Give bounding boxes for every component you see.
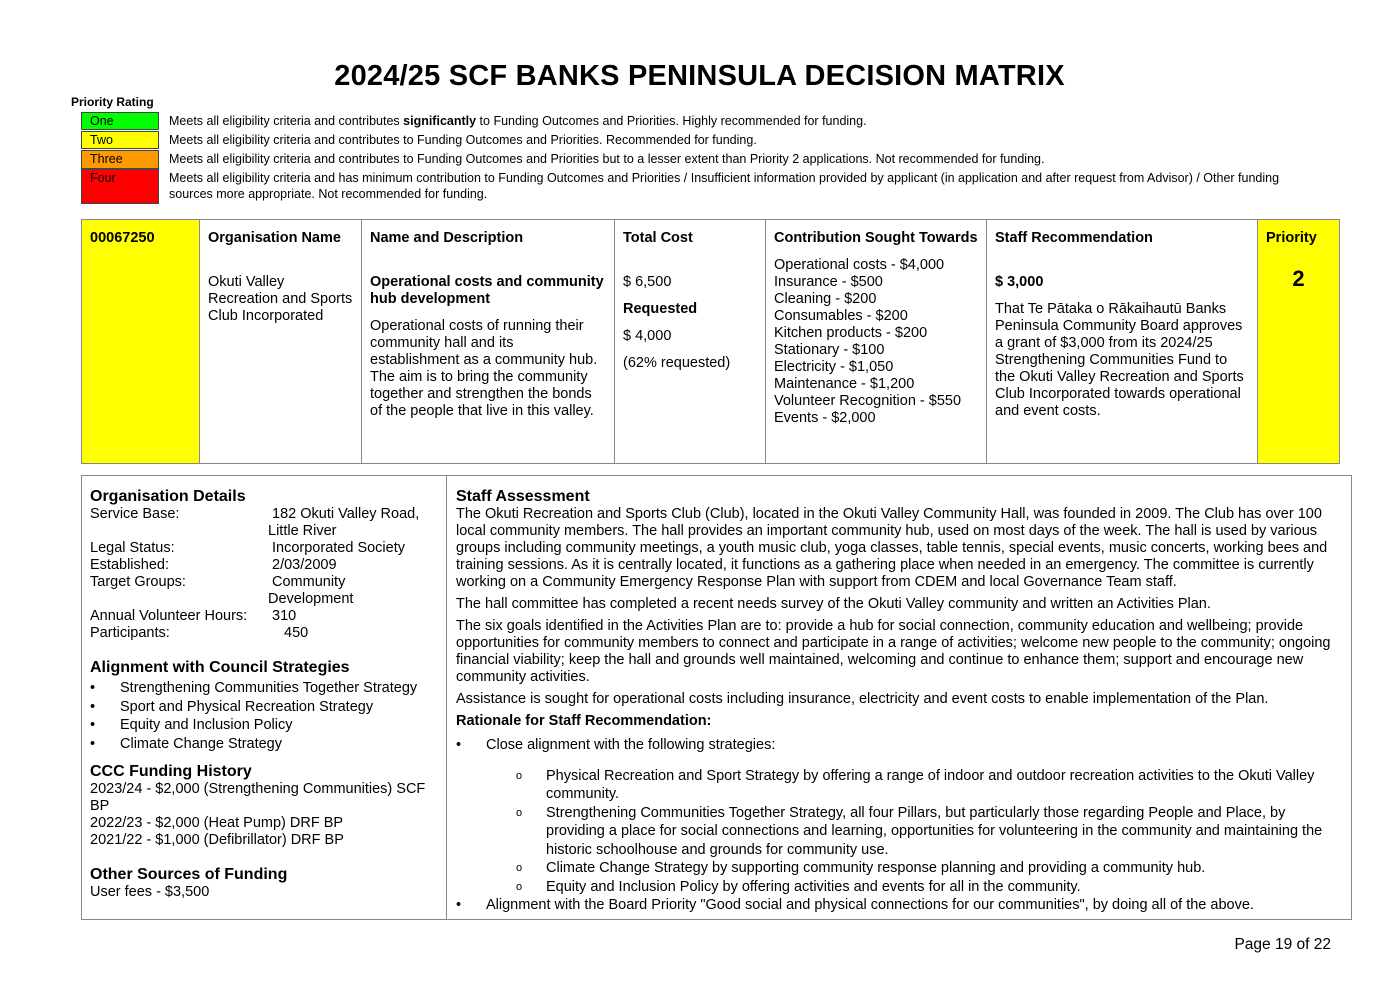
organisation-name-header: Organisation Name bbox=[208, 230, 341, 246]
established-row bbox=[90, 557, 438, 574]
alignment-item: • Equity and Inclusion Policy bbox=[90, 716, 438, 735]
priority-swatch-three: Three bbox=[81, 150, 159, 169]
contribution-item: Kitchen products - $200 bbox=[774, 325, 928, 341]
participants-label: Participants: bbox=[90, 625, 170, 641]
established-label: Established: bbox=[90, 557, 169, 573]
service-base-value bbox=[268, 506, 438, 540]
contribution-item: Insurance - $500 bbox=[774, 274, 883, 290]
volunteer-hours-value: 310 bbox=[272, 608, 297, 624]
priority-header: Priority bbox=[1266, 230, 1317, 246]
contribution-item: Events - $2,000 bbox=[774, 410, 876, 426]
priority-swatch-one: One bbox=[81, 112, 159, 130]
document-title: 2024/25 SCF BANKS PENINSULA DECISION MATRIX bbox=[334, 60, 1065, 92]
details-panel bbox=[81, 475, 1352, 920]
staff-recommendation-cell bbox=[987, 220, 1258, 464]
staff-assessment-heading: Staff Assessment bbox=[456, 488, 590, 505]
contribution-cell bbox=[766, 220, 987, 464]
priority-swatch-two: Two bbox=[81, 131, 159, 149]
assessment-paragraph: The hall committee has completed a recent needs survey of the Okuti Valley community and written an Activities Plan. bbox=[456, 596, 1211, 612]
rationale-bullet bbox=[456, 736, 1343, 896]
target-groups-row bbox=[90, 574, 438, 608]
name-description-header: Name and Description bbox=[370, 230, 524, 246]
contribution-item: Cleaning - $200 bbox=[774, 291, 877, 307]
target-groups-value bbox=[268, 574, 438, 608]
total-cost-cell bbox=[615, 220, 766, 464]
target-groups-label: Target Groups: bbox=[90, 574, 186, 590]
priority-desc-one: Meets all eligibility criteria and contributes significantly to Funding Outcomes and Priorities. Highly recommended for funding. bbox=[169, 114, 867, 128]
project-title: Operational costs and community hub development bbox=[370, 274, 604, 307]
rationale-bullet-text: Close alignment with the following strategies: bbox=[486, 737, 776, 753]
contribution-item: Volunteer Recognition - $550 bbox=[774, 393, 962, 409]
legal-status-label: Legal Status: bbox=[90, 540, 175, 556]
target-groups-line1: Community bbox=[272, 574, 346, 590]
rationale-bullet: • Alignment with the Board Priority "Good social and physical connections for our communities", by doing all of the above. bbox=[456, 896, 1343, 915]
service-base-row bbox=[90, 506, 438, 540]
volunteer-hours-label: Annual Volunteer Hours: bbox=[90, 608, 248, 624]
funding-history-item: 2023/24 - $2,000 (Strengthening Communities) SCF BP bbox=[90, 781, 426, 814]
priority-cell bbox=[1258, 220, 1340, 464]
rationale-heading: Rationale for Staff Recommendation: bbox=[456, 713, 712, 729]
requested-amount: $ 4,000 bbox=[623, 328, 672, 344]
contribution-header: Contribution Sought Towards bbox=[774, 230, 978, 246]
organisation-details-heading: Organisation Details bbox=[90, 488, 246, 505]
participants-value: 450 bbox=[284, 625, 309, 641]
rationale-list bbox=[456, 736, 1343, 915]
assessment-paragraph: Assistance is sought for operational costs including insurance, electricity and event costs to enable implementation of the Plan. bbox=[456, 691, 1269, 707]
priority-desc-four: Meets all eligibility criteria and has minimum contribution to Funding Outcomes and Priorities / Insufficient information provided by applicant (in application and after request from Advisor) / Other funding sources more appropriate. Not recommended for funding. bbox=[169, 171, 1280, 201]
priority-value: 2 bbox=[1292, 266, 1305, 291]
contribution-item: Electricity - $1,050 bbox=[774, 359, 894, 375]
strategy-sublist bbox=[456, 767, 1343, 897]
staff-recommendation-header: Staff Recommendation bbox=[995, 230, 1153, 246]
target-groups-line2: Development bbox=[268, 591, 354, 607]
funding-history-item: 2021/22 - $1,000 (Defibrillator) DRF BP bbox=[90, 832, 344, 848]
alignment-item: • Strengthening Communities Together Strategy bbox=[90, 679, 438, 698]
organisation-name-cell bbox=[200, 220, 362, 464]
contribution-item: Operational costs - $4,000 bbox=[774, 257, 945, 273]
requested-percentage: (62% requested) bbox=[623, 355, 731, 371]
staff-recommendation-text: That Te Pātaka o Rākaihautū Banks Peninsula Community Board approves a grant of $3,000 from its 2024/25 Strengthening Communities Fund to the Okuti Valley Recreation and Sports Club Incorporated towards operational and event costs. bbox=[995, 301, 1244, 419]
service-base-line2: Little River bbox=[268, 523, 337, 539]
page-number: Page 19 of 22 bbox=[1234, 936, 1331, 953]
priority-desc-two: Meets all eligibility criteria and contributes to Funding Outcomes and Priorities. Recommended for funding. bbox=[169, 133, 757, 147]
application-id: 00067250 bbox=[90, 230, 155, 246]
total-cost: $ 6,500 bbox=[623, 274, 672, 290]
alignment-list bbox=[90, 679, 438, 753]
priority-swatch-four: Four bbox=[81, 169, 159, 204]
organisation-column bbox=[82, 476, 447, 919]
requested-label: Requested bbox=[623, 301, 698, 317]
alignment-item: • Sport and Physical Recreation Strategy bbox=[90, 698, 438, 717]
project-description: Operational costs of running their community hall and its establishment as a community hub. The aim is to bring the community together and strengthen the bonds of the people that live in this valley. bbox=[370, 318, 598, 419]
established-value: 2/03/2009 bbox=[272, 557, 337, 573]
contribution-item: Stationary - $100 bbox=[774, 342, 885, 358]
total-cost-header: Total Cost bbox=[623, 230, 693, 246]
participants-row bbox=[90, 625, 438, 642]
strategy-subitem: o Climate Change Strategy by supporting community response planning and providing a community hub. bbox=[456, 859, 1343, 878]
funding-history-heading: CCC Funding History bbox=[90, 763, 252, 780]
strategy-subitem: o Strengthening Communities Together Strategy, all four Pillars, but particularly those regarding People and Place, by providing a place for social connections and learning, opportunities for volunteering in the community and maintaining the historic schoolhouse and grounds for community use. bbox=[456, 804, 1343, 860]
volunteer-hours-row bbox=[90, 608, 438, 625]
name-description-cell bbox=[362, 220, 615, 464]
service-base-label: Service Base: bbox=[90, 506, 180, 522]
legal-status-value: Incorporated Society bbox=[272, 540, 405, 556]
legal-status-row bbox=[90, 540, 438, 557]
assessment-paragraph: The six goals identified in the Activities Plan are to: provide a hub for social connection, community education and wellbeing; provide opportunities for community members to connect and participate in a range of activities; welcome new people to the community; ongoing financial viability; keep the hall and grounds well maintained, welcoming and continue to enhance them; support and encourage new community activities. bbox=[456, 618, 1331, 685]
organisation-name: Okuti Valley Recreation and Sports Club Incorporated bbox=[208, 274, 353, 324]
priority-desc-three: Meets all eligibility criteria and contributes to Funding Outcomes and Priorities but to a lesser extent than Priority 2 applications. Not recommended for funding. bbox=[169, 152, 1045, 166]
assessment-paragraph: The Okuti Recreation and Sports Club (Club), located in the Okuti Valley Community Hall, was founded in 2009. The Club has over 100 local community members. The hall provides an important community hub, used on most days of the week. The hall is used by various groups including community meetings, a youth music club, yoga classes, table tennis, special events, music concerts, working bees and training sessions. As it is centrally located, it functions as a gathering place when needed in an emergency. The committee is currently working on a Community Emergency Response Plan with support from CDEM and local Governance Team staff. bbox=[456, 506, 1328, 590]
other-funding-heading: Other Sources of Funding bbox=[90, 866, 288, 883]
decision-matrix-table bbox=[81, 219, 1340, 464]
contribution-list bbox=[774, 257, 978, 427]
funding-history-item: 2022/23 - $2,000 (Heat Pump) DRF BP bbox=[90, 815, 344, 831]
alignment-item: • Climate Change Strategy bbox=[90, 735, 438, 754]
other-funding-item: User fees - $3,500 bbox=[90, 884, 210, 900]
alignment-heading: Alignment with Council Strategies bbox=[90, 659, 350, 676]
contribution-item: Consumables - $200 bbox=[774, 308, 908, 324]
strategy-subitem: o Equity and Inclusion Policy by offering activities and events for all in the community. bbox=[456, 878, 1343, 897]
staff-recommended-amount: $ 3,000 bbox=[995, 274, 1044, 290]
contribution-item: Maintenance - $1,200 bbox=[774, 376, 915, 392]
priority-rating-label: Priority Rating bbox=[71, 95, 154, 109]
application-id-cell bbox=[82, 220, 200, 464]
staff-assessment-column bbox=[447, 476, 1351, 919]
strategy-subitem: o Physical Recreation and Sport Strategy by offering a range of indoor and outdoor recreation activities to the Okuti Valley community. bbox=[456, 767, 1343, 804]
service-base-line1: 182 Okuti Valley Road, bbox=[272, 506, 420, 522]
